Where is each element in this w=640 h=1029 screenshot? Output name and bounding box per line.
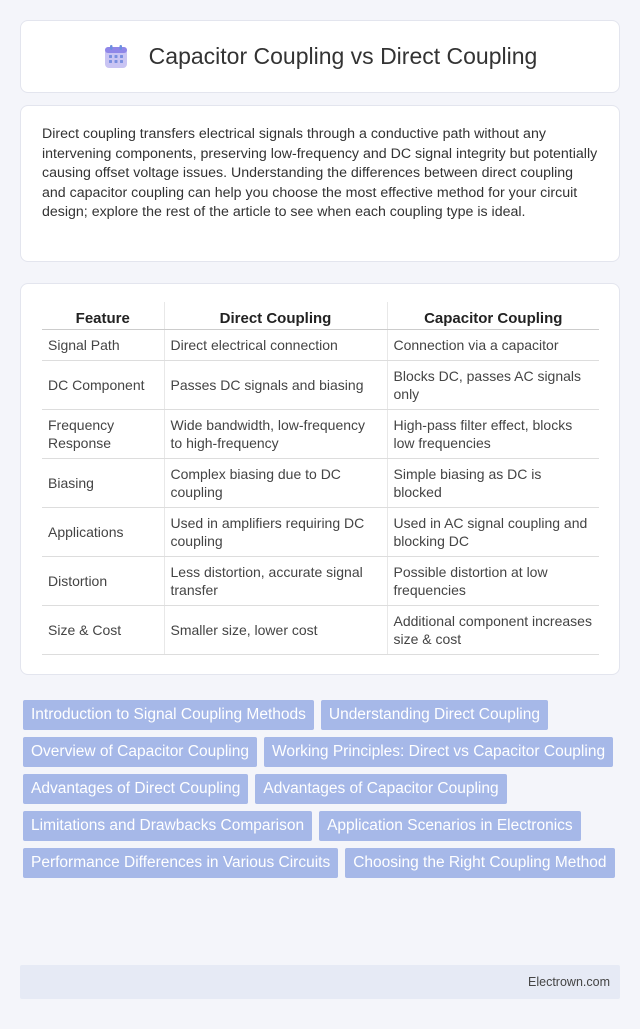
header-feature: Feature bbox=[42, 302, 164, 330]
cell-direct: Less distortion, accurate signal transfer bbox=[164, 557, 387, 606]
cell-capacitor: Simple biasing as DC is blocked bbox=[387, 459, 599, 508]
tag-overview-capacitor[interactable]: Overview of Capacitor Coupling bbox=[23, 737, 257, 767]
tag-working-principles[interactable]: Working Principles: Direct vs Capacitor Coupling bbox=[264, 737, 613, 767]
cell-feature: Frequency Response bbox=[42, 410, 164, 459]
tag-performance-differences[interactable]: Performance Differences in Various Circuits bbox=[23, 848, 338, 878]
cell-feature: Distortion bbox=[42, 557, 164, 606]
tag-advantages-direct[interactable]: Advantages of Direct Coupling bbox=[23, 774, 248, 804]
comparison-table-card bbox=[20, 283, 620, 675]
table-row bbox=[42, 330, 599, 361]
cell-capacitor: Blocks DC, passes AC signals only bbox=[387, 361, 599, 410]
title-card bbox=[20, 20, 620, 93]
table-row bbox=[42, 459, 599, 508]
topic-tags bbox=[23, 700, 620, 878]
tag-application-scenarios[interactable]: Application Scenarios in Electronics bbox=[319, 811, 581, 841]
cell-capacitor: Used in AC signal coupling and blocking DC bbox=[387, 508, 599, 557]
intro-card bbox=[20, 105, 620, 262]
tag-introduction[interactable]: Introduction to Signal Coupling Methods bbox=[23, 700, 314, 730]
cell-direct: Used in amplifiers requiring DC coupling bbox=[164, 508, 387, 557]
cell-direct: Wide bandwidth, low-frequency to high-frequency bbox=[164, 410, 387, 459]
intro-paragraph: Direct coupling transfers electrical signals through a conductive path without any intervening components, preserving low-frequency and DC signal integrity but potentially causing offset voltage issues. Understanding the differences between direct coupling and capacitor coupling can help you choose the most effective method for your circuit design; explore the rest of the article to see when each coupling type is ideal. bbox=[42, 126, 598, 221]
header-capacitor-coupling: Capacitor Coupling bbox=[387, 302, 599, 330]
cell-direct: Complex biasing due to DC coupling bbox=[164, 459, 387, 508]
footer bbox=[20, 965, 620, 999]
cell-feature: Applications bbox=[42, 508, 164, 557]
table-row bbox=[42, 361, 599, 410]
cell-capacitor: Additional component increases size & cost bbox=[387, 606, 599, 655]
page-title: Capacitor Coupling vs Direct Coupling bbox=[148, 43, 538, 69]
cell-feature: Biasing bbox=[42, 459, 164, 508]
tag-limitations[interactable]: Limitations and Drawbacks Comparison bbox=[23, 811, 312, 841]
cell-capacitor: Possible distortion at low frequencies bbox=[387, 557, 599, 606]
tag-understanding-direct[interactable]: Understanding Direct Coupling bbox=[321, 700, 548, 730]
table-row bbox=[42, 410, 599, 459]
comparison-table bbox=[42, 302, 599, 655]
cell-feature: DC Component bbox=[42, 361, 164, 410]
table-row bbox=[42, 557, 599, 606]
header-direct-coupling: Direct Coupling bbox=[164, 302, 387, 330]
cell-capacitor: High-pass filter effect, blocks low frequencies bbox=[387, 410, 599, 459]
cell-direct: Direct electrical connection bbox=[164, 330, 387, 361]
table-header-row bbox=[42, 302, 599, 330]
calendar-grid-icon bbox=[103, 44, 129, 70]
tag-advantages-capacitor[interactable]: Advantages of Capacitor Coupling bbox=[255, 774, 506, 804]
footer-site-name: Electrown.com bbox=[528, 975, 610, 989]
cell-feature: Size & Cost bbox=[42, 606, 164, 655]
table-row bbox=[42, 508, 599, 557]
cell-feature: Signal Path bbox=[42, 330, 164, 361]
table-row bbox=[42, 606, 599, 655]
tag-choosing-method[interactable]: Choosing the Right Coupling Method bbox=[345, 848, 614, 878]
cell-direct: Passes DC signals and biasing bbox=[164, 361, 387, 410]
cell-direct: Smaller size, lower cost bbox=[164, 606, 387, 655]
cell-capacitor: Connection via a capacitor bbox=[387, 330, 599, 361]
